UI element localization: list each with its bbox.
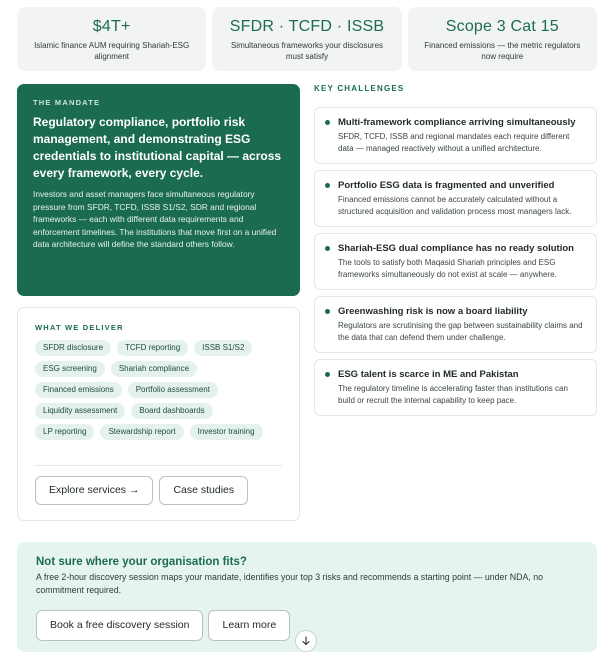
challenge-item [314,233,597,290]
bullet-dot-icon [325,120,330,125]
cta-actions [36,610,290,641]
bullet-dot-icon [325,372,330,377]
stat-label: Islamic finance AUM requiring Shariah-ESG alignment [34,41,190,61]
deliver-card [17,307,300,521]
scroll-down-button[interactable] [295,630,317,652]
stat-card-scope3 [408,7,597,71]
stat-card-frameworks [212,7,401,71]
stat-value: $4T+ [92,18,131,35]
service-tag[interactable]: TCFD reporting [117,340,188,356]
service-tags [35,340,275,440]
bullet-dot-icon [325,183,330,188]
bullet-dot-icon [325,246,330,251]
challenge-item [314,170,597,227]
challenge-body: Financed emissions cannot be accurately calculated without a structured acquisition and validation process most managers lack. [338,195,572,216]
challenge-item [314,107,597,164]
cta-body: A free 2-hour discovery session maps your mandate, identifies your top 3 risks and recommends a starting point — under NDA, no commitment required. [36,572,544,595]
divider [35,465,282,466]
stat-value: SFDR · TCFD · ISSB [229,18,385,35]
challenge-item [314,359,597,416]
mandate-heading: Regulatory compliance, portfolio risk management, and demonstrating ESG credentials to institutional capital — across every framework, every cycle. [33,115,282,180]
challenge-body: SFDR, TCFD, ISSB and regional mandates each require different data — managed reactively without a unified architecture. [338,132,570,153]
mandate-body: Investors and asset managers face simultaneous regulatory pressure from SFDR, TCFD, ISSB S1/S2, SDR and regional frameworks — each with different data requirements and enforcement timelines. The institutions that move first on a unified data architecture will define the standard others follow. [33,189,277,250]
challenge-body: The regulatory timeline is accelerating faster than institutions can build or recruit the internal capability to keep pace. [338,384,568,405]
service-tag[interactable]: ESG screening [35,361,105,377]
bullet-dot-icon [325,309,330,314]
service-tag[interactable]: Board dashboards [131,403,212,419]
stat-value: Scope 3 Cat 15 [445,18,559,35]
service-tag[interactable]: Stewardship report [100,424,183,440]
service-tag[interactable]: Portfolio assessment [128,382,218,398]
challenge-title: Shariah-ESG dual compliance has no ready solution [338,243,574,254]
service-tag[interactable]: SFDR disclosure [35,340,111,356]
challenge-title: Portfolio ESG data is fragmented and unverified [338,180,555,191]
mandate-eyebrow: THE MANDATE [33,98,101,107]
challenges-list [314,107,597,422]
challenge-item [314,296,597,353]
book-discovery-button[interactable]: Book a free discovery session [36,610,203,641]
stat-card-aum [17,7,206,71]
arrow-down-icon [301,636,311,646]
challenge-title: ESG talent is scarce in ME and Pakistan [338,369,519,380]
service-tag[interactable]: Financed emissions [35,382,122,398]
service-tag[interactable]: ISSB S1/S2 [194,340,252,356]
case-studies-button[interactable]: Case studies [159,476,248,505]
cta-title: Not sure where your organisation fits? [36,556,247,568]
learn-more-button[interactable]: Learn more [208,610,290,641]
stats-row [17,7,597,71]
service-tag[interactable]: Investor training [190,424,263,440]
challenge-body: The tools to satisfy both Maqasid Shariah principles and ESG frameworks simultaneously do not exist at scale — anywhere. [338,258,557,279]
deliver-eyebrow: WHAT WE DELIVER [35,323,124,332]
service-tag[interactable]: Liquidity assessment [35,403,125,419]
service-tag[interactable]: LP reporting [35,424,94,440]
challenge-title: Greenwashing risk is now a board liability [338,306,528,317]
deliver-actions [35,476,248,505]
challenges-eyebrow: KEY CHALLENGES [314,84,405,93]
explore-services-button[interactable]: Explore services → [35,476,153,505]
challenge-title: Multi-framework compliance arriving simultaneously [338,117,576,128]
stat-label: Simultaneous frameworks your disclosures must satisfy [230,41,384,61]
challenge-body: Regulators are scrutinising the gap between sustainability claims and the data that can defend them under challenge. [338,321,583,342]
mandate-card [17,84,300,296]
stat-label: Financed emissions — the metric regulators now require [424,41,581,61]
service-tag[interactable]: Shariah compliance [111,361,197,377]
